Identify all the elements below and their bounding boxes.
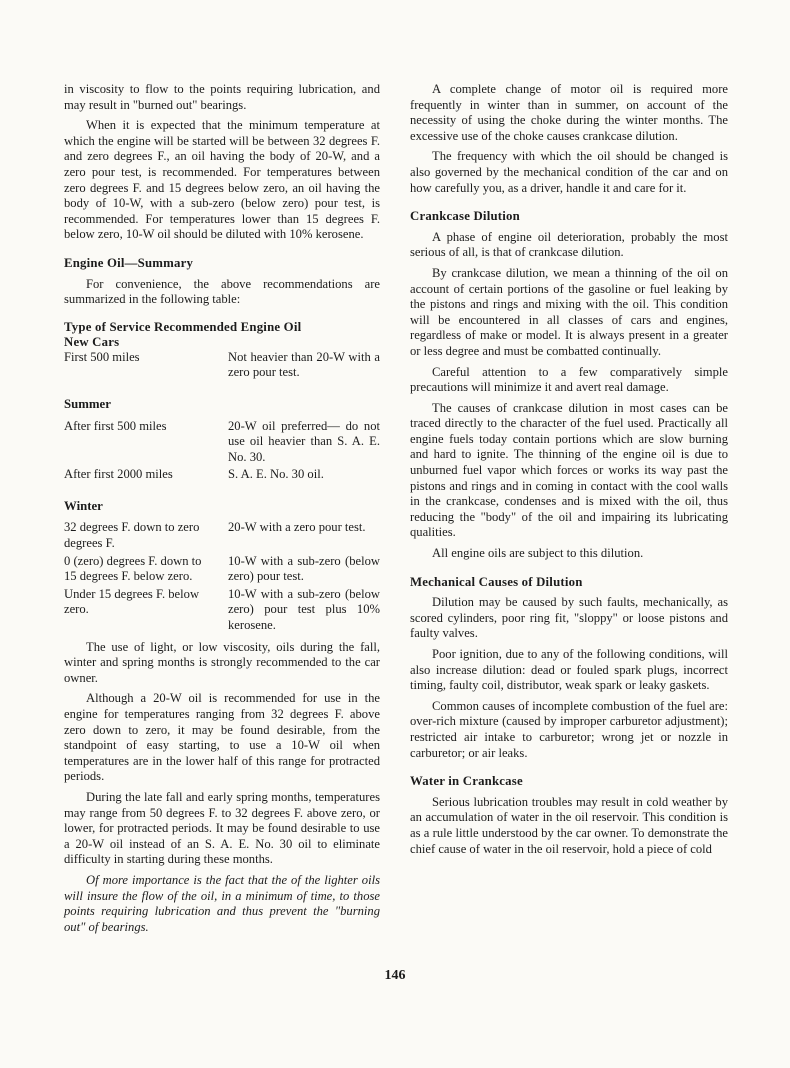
paragraph: Careful attention to a few comparatively simple precautions will minimize it and avert real damage.: [410, 364, 728, 395]
paragraph: For convenience, the above recommendations are summarized in the following table:: [64, 276, 380, 307]
table-row: [64, 520, 380, 551]
table-cell-oil: 10-W with a sub-zero (below zero) pour test plus 10% kerosene.: [228, 586, 380, 633]
right-column: [410, 82, 728, 862]
table-cell-oil: 10-W with a sub-zero (below zero) pour test.: [228, 553, 380, 584]
section-heading-mechanical-causes: Mechanical Causes of Dilution: [410, 574, 583, 589]
table-cell-service: First 500 miles: [64, 349, 140, 364]
section-heading-water-in-crankcase: Water in Crankcase: [410, 774, 523, 789]
paragraph: Serious lubrication troubles may result in cold weather by an accumulation of water in the oil reservoir. This condition is as a rule little understood by the car owner. To demonstrate the chief cause of water in the oil reservoir, hold a piece of cold: [410, 794, 728, 856]
paragraph: A complete change of motor oil is required more frequently in winter than in summer, on account of the necessity of using the choke during the winter months. The excessive use of the choke causes crankcase dilution.: [410, 82, 728, 143]
paragraph: Common causes of incomplete combustion of the fuel are: over-rich mixture (caused by improper carburetor adjustment); restricted air intake to carburetor; wrong jet or nozzle in carburetor; or air leaks.: [410, 698, 728, 760]
paragraph: The use of light, or low viscosity, oils during the fall, winter and spring months is strongly recommended to the car owner.: [64, 639, 380, 685]
paragraph: Dilution may be caused by such faults, mechanically, as scored cylinders, poor ring fit, "sloppy" or loose pistons and faulty valves.: [410, 595, 728, 641]
section-heading-crankcase-dilution: Crankcase Dilution: [410, 209, 520, 224]
table-cell-service: After first 500 miles: [64, 418, 167, 433]
table-subheading-new-cars: New Cars: [64, 334, 120, 349]
italic-emphasis-paragraph: Of more importance is the fact that the of the lighter oils will insure the flow of the oil, in a minimum of time, to those points requiring lubrication and thus prevent the "burning out" of bearings.: [64, 872, 380, 934]
table-cell-service: After first 2000 miles: [64, 467, 173, 482]
table-row: [64, 554, 380, 585]
table-row: [64, 350, 380, 381]
left-column: [64, 82, 380, 940]
page-number: 146: [384, 968, 406, 983]
table-heading: Type of Service Recommended Engine Oil: [64, 319, 302, 334]
table-subheading-summer: Summer: [64, 396, 111, 411]
table-cell-oil: S. A. E. No. 30 oil.: [228, 467, 324, 482]
paragraph: Poor ignition, due to any of the following conditions, will also increase dilution: dead or fouled spark plugs, incorrect timing, faulty coil, distributor, weak spark or leaky gaskets.: [410, 647, 728, 693]
table-subheading-winter: Winter: [64, 498, 103, 513]
table-row: [64, 587, 380, 634]
paragraph: in viscosity to flow to the points requiring lubrication, and may result in "burned out" bearings.: [64, 82, 380, 112]
paragraph: Although a 20-W oil is recommended for use in the engine for temperatures ranging from 32 degrees F. above zero down to zero, it may be found desirable, from the standpoint of easy starting, to use a 10-W oil when temperatures are in the lower half of this range for protracted periods.: [64, 691, 380, 784]
oil-recommendation-table: [64, 320, 380, 634]
table-cell-service: 32 degrees F. down to zero degrees F.: [64, 520, 200, 551]
paragraph: All engine oils are subject to this dilution.: [432, 546, 644, 561]
paragraph: When it is expected that the minimum temperature at which the engine will be started will be between 32 degrees F. and zero degrees F., an oil having the body of 20-W, and a zero pour test, is recommended. For temperatures between zero degrees F. and 15 degrees below zero, an oil having the body of 10-W, with a sub-zero (below zero) pour test, is recommended. For temperatures lower than 15 degrees F. below zero, 10-W oil should be diluted with 10% kerosene.: [64, 118, 380, 242]
table-cell-service: Under 15 degrees F. below zero.: [64, 586, 200, 617]
table-cell-oil: 20-W oil preferred— do not use oil heavier than S. A. E. No. 30.: [228, 418, 380, 464]
paragraph: During the late fall and early spring months, temperatures may range from 50 degrees F. to 32 degrees F. above zero, or lower, for protracted periods. It may be found desirable to use a 20-W oil instead of an S. A. E. No. 30 oil to eliminate difficulty in starting during these months.: [64, 789, 380, 867]
paragraph: The frequency with which the oil should be changed is also governed by the mechanical condition of the car and on how carefully you, as a driver, handle it and care for it.: [410, 149, 728, 195]
table-cell-oil: 20-W with a zero pour test.: [228, 520, 366, 535]
table-cell-oil: Not heavier than 20-W with a zero pour test.: [228, 349, 380, 380]
table-row: [64, 419, 380, 466]
paragraph: The causes of crankcase dilution in most cases can be traced directly to the character of the fuel used. Practically all engine fuels today contain portions which are slow burning and hard to ignite. The thinning of the engine oil is due to unburned fuel vapor which forces or works its way past the pistons and rings and in coming in contact with the cool walls in the crankcase, condenses and is mixed with the oil, thus reducing the "body" of the oil and impairing its lubricating qualities.: [410, 400, 728, 540]
table-cell-service: 0 (zero) degrees F. down to 15 degrees F. below zero.: [64, 553, 202, 584]
paragraph: By crankcase dilution, we mean a thinning of the oil on account of certain portions of the gasoline or fuel leaking by the pistons and rings and mixing with the oil. This condition will be encountered in all classes of cars and engines, regardless of make or model. It is always present in a greater or less degree and must be combatted continually.: [410, 265, 728, 358]
table-row: [64, 467, 380, 483]
section-heading-engine-oil-summary: Engine Oil—Summary: [64, 255, 194, 270]
paragraph: A phase of engine oil deterioration, probably the most serious of all, is that of crankcase dilution.: [410, 229, 728, 260]
